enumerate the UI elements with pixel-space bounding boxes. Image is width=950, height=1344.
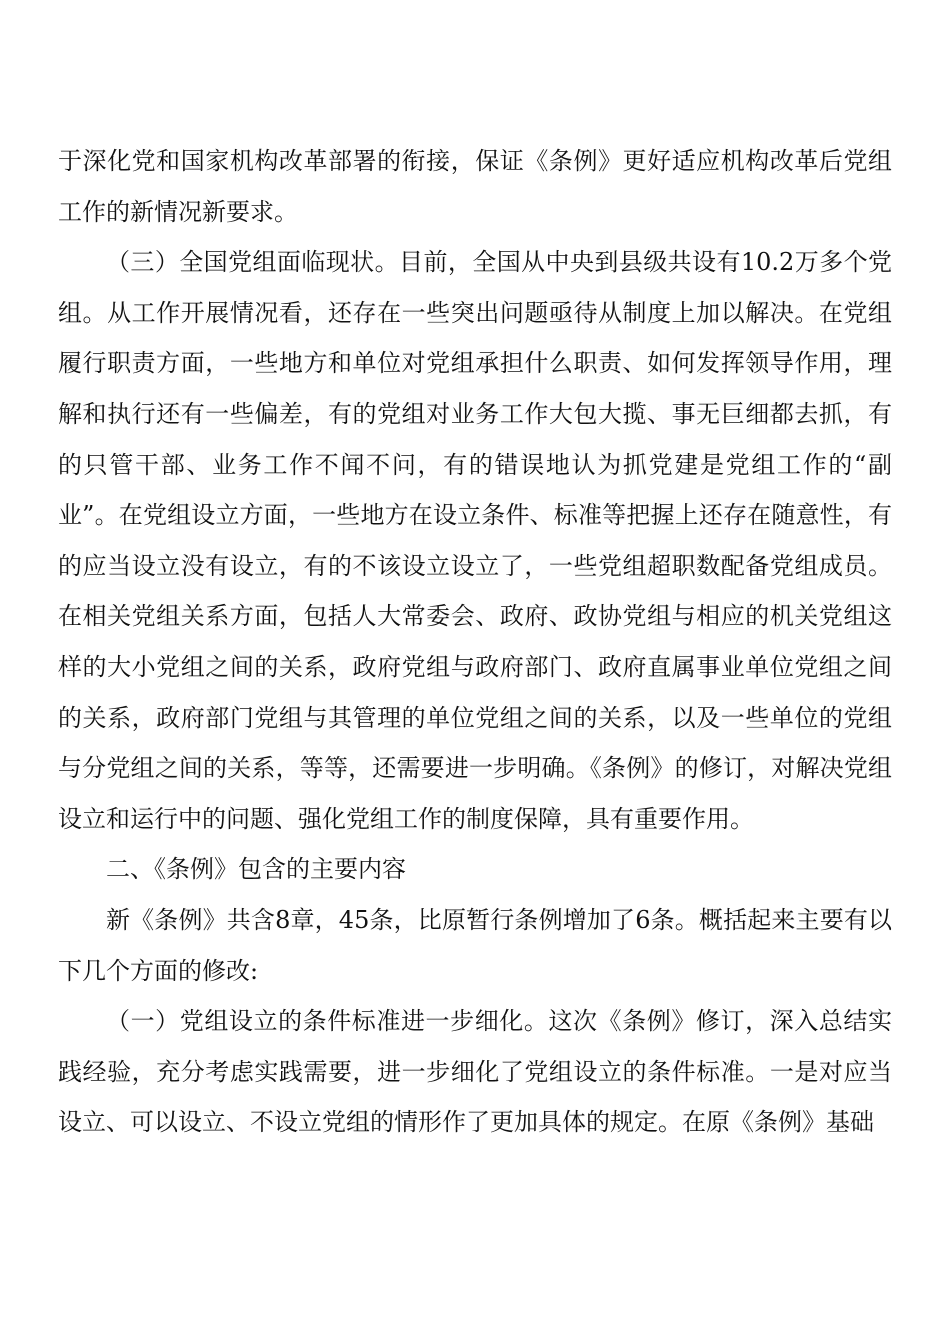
document-body bbox=[58, 136, 892, 1148]
paragraph-subsection-one: （一）党组设立的条件标准进一步细化。这次《条例》修订，深入总结实践经验，充分考虑实践需要，进一步细化了党组设立的条件标准。一是对应当设立、可以设立、不设立党组的情形作了更加具体的规定。在原《条例》基础 bbox=[58, 1007, 892, 1137]
section-heading-main-content: 二、《条例》包含的主要内容 bbox=[106, 855, 406, 884]
paragraph-continuation: 于深化党和国家机构改革部署的衔接，保证《条例》更好适应机构改革后党组工作的新情况新要求。 bbox=[58, 147, 892, 226]
paragraph-section-three: （三）全国党组面临现状。目前，全国从中央到县级共设有10.2万多个党组。从工作开展情况看，还存在一些突出问题亟待从制度上加以解决。在党组履行职责方面，一些地方和单位对党组承担什么职责、如何发挥领导作用，理解和执行还有一些偏差，有的党组对业务工作大包大揽、事无巨细都去抓，有的只管干部、业务工作不闻不问，有的错误地认为抓党建是党组工作的“副业”。在党组设立方面，一些地方在设立条件、标准等把握上还存在随意性，有的应当设立没有设立，有的不该设立设立了，一些党组超职数配备党组成员。在相关党组关系方面，包括人大常委会、政府、政协党组与相应的机关党组这样的大小党组之间的关系，政府党组与政府部门、政府直属事业单位党组之间的关系，政府部门党组与其管理的单位党组之间的关系，以及一些单位的党组与分党组之间的关系，等等，还需要进一步明确。《条例》的修订，对解决党组设立和运行中的问题、强化党组工作的制度保障，具有重要作用。 bbox=[58, 248, 892, 833]
paragraph-overview: 新《条例》共含8章，45条，比原暂行条例增加了6条。概括起来主要有以下几个方面的修改: bbox=[58, 905, 892, 985]
